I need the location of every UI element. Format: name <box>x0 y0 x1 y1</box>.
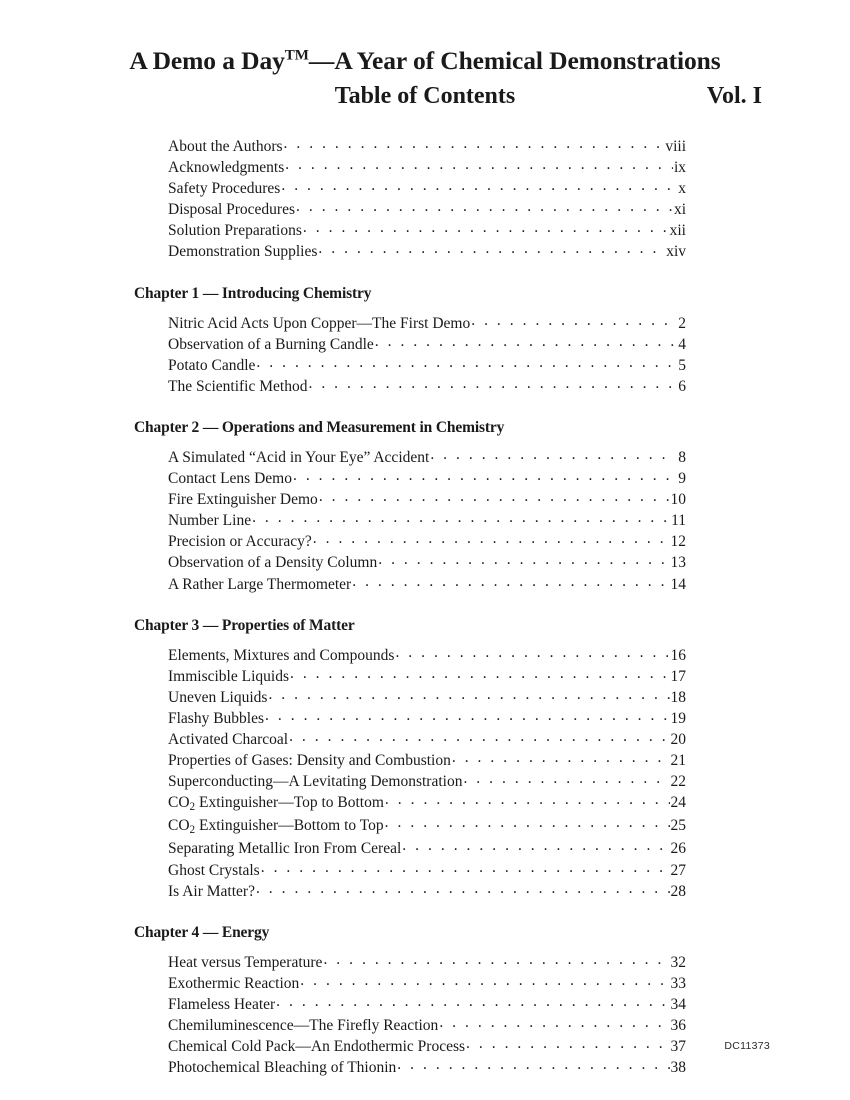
dot-leader <box>385 812 670 833</box>
chapter-group <box>134 419 686 595</box>
dot-leader <box>290 663 670 684</box>
formula-base: CO <box>168 794 190 812</box>
front-matter-group <box>134 136 686 263</box>
toc-entry-title: Solution Preparations <box>168 222 302 240</box>
toc-entry-title: Superconducting—A Levitating Demonstration <box>168 773 463 791</box>
title-main-after-tm: —A Year of Chemical Demonstrations <box>308 46 721 75</box>
toc-entry[interactable] <box>134 881 686 902</box>
toc-entry-title: Activated Charcoal <box>168 730 289 748</box>
front-matter-entries <box>134 136 686 263</box>
toc-entry-title: Uneven Liquids <box>168 688 268 706</box>
toc-entry-page-number: 10 <box>670 491 686 509</box>
toc-entry-title: A Simulated “Acid in Your Eye” Accident <box>168 448 430 466</box>
toc-entry-title: Chemiluminescence—The Firefly Reaction <box>168 1017 439 1034</box>
toc-entry-title: Properties of Gases: Density and Combustion <box>168 752 451 770</box>
chapter-heading[interactable]: Chapter 2 — Operations and Measurement in Chemistry <box>134 418 505 436</box>
dot-leader <box>265 705 669 726</box>
dot-leader <box>289 726 669 747</box>
dot-leader <box>300 970 669 991</box>
toc-entry[interactable] <box>134 574 686 595</box>
toc-entry-title: Precision or Accuracy? <box>168 533 312 551</box>
toc-entry-title: About the Authors <box>168 138 283 155</box>
dot-leader <box>378 549 669 570</box>
toc-entry-title: Disposal Procedures <box>168 201 295 219</box>
page-subtitle: Table of Contents <box>334 83 516 110</box>
toc-entry-title: Elements, Mixtures and Compounds <box>168 646 395 664</box>
toc-entry-title: Flashy Bubbles <box>168 709 265 727</box>
dot-leader <box>281 175 675 196</box>
footer-product-code: DC11373 <box>724 1040 770 1052</box>
toc-entry-title: Photochemical Bleaching of Thionin <box>168 1059 397 1077</box>
toc-entry-page-number: 33 <box>670 974 686 992</box>
formula-base: CO <box>168 817 190 835</box>
toc-entry-page-number: 25 <box>670 817 686 835</box>
formula-subscript: 2 <box>189 801 196 814</box>
toc-entry-page-number: 34 <box>670 995 686 1013</box>
toc-entry-title: A Rather Large Thermometer <box>168 575 352 593</box>
dot-leader <box>397 1054 669 1075</box>
toc-entry-title: Number Line <box>168 512 252 530</box>
toc-entry-title: Demonstration Supplies <box>168 243 318 261</box>
toc-entry-page-number: 22 <box>670 773 686 791</box>
dot-leader <box>323 949 669 970</box>
toc-entry-title: Chemical Cold Pack—An Endothermic Process <box>168 1038 466 1056</box>
subtitle-row <box>0 83 850 113</box>
toc-entry-page-number: 27 <box>670 861 686 879</box>
toc-entry-page-number: 2 <box>678 314 686 332</box>
chapter-heading[interactable]: Chapter 4 — Energy <box>134 923 270 941</box>
toc-entry-title: Observation of a Burning Candle <box>168 335 374 353</box>
toc-entry-title: Nitric Acid Acts Upon Copper—The First Demo <box>168 314 471 332</box>
trademark-mark: TM <box>284 47 309 64</box>
dot-leader <box>471 310 675 331</box>
toc-entry-title: Fire Extinguisher Demo <box>168 491 318 509</box>
volume-label: Vol. I <box>706 83 762 110</box>
chapter-entries <box>134 645 686 902</box>
document-title <box>0 46 850 75</box>
toc-entry-page-number: 9 <box>678 470 686 488</box>
toc-entry-page-number: 5 <box>678 356 686 374</box>
toc-entry-page-number: 11 <box>671 512 686 530</box>
dot-leader <box>308 373 675 394</box>
toc-entry-page-number: x <box>678 180 686 198</box>
dot-leader <box>452 747 670 768</box>
toc-entry[interactable] <box>134 376 686 397</box>
toc-entry-title: Observation of a Density Column <box>168 554 378 572</box>
toc-entry-title: Heat versus Temperature <box>168 953 323 971</box>
toc-entry-page-number: 19 <box>670 709 686 727</box>
chapter-heading[interactable]: Chapter 3 — Properties of Matter <box>134 616 355 634</box>
toc-entry[interactable] <box>134 241 686 262</box>
toc-entry-title: Acknowledgments <box>168 159 285 177</box>
toc-entry-page-number: 28 <box>670 882 686 900</box>
dot-leader <box>463 768 669 789</box>
dot-leader <box>313 528 670 549</box>
dot-leader <box>352 571 669 592</box>
toc-entry-title <box>168 792 384 815</box>
toc-entry-page-number: 14 <box>670 575 686 593</box>
formula-rest: Extinguisher—Bottom to Top <box>195 817 384 835</box>
dot-leader <box>256 878 670 899</box>
toc-entry-page-number: 21 <box>670 752 686 770</box>
toc-entry-page-number: xiv <box>666 243 686 261</box>
dot-leader <box>385 789 670 810</box>
dot-leader <box>318 238 665 259</box>
dot-leader <box>252 507 670 528</box>
toc-entry-title: The Scientific Method <box>168 377 308 395</box>
toc-entry-page-number: 13 <box>670 554 686 572</box>
toc-entry[interactable] <box>134 1057 686 1078</box>
chapter-entries <box>134 952 686 1079</box>
toc-entry-title: Flameless Heater <box>168 995 276 1013</box>
toc-entry-page-number: 24 <box>670 794 686 812</box>
toc-entry-title <box>168 815 384 838</box>
chapter-group <box>134 924 686 1079</box>
formula-subscript: 2 <box>189 824 196 837</box>
table-of-contents <box>134 136 686 1100</box>
toc-entry-title: Contact Lens Demo <box>168 470 292 488</box>
toc-entry-title: Is Air Matter? <box>168 882 255 900</box>
toc-entry-page-number: 6 <box>678 377 686 395</box>
toc-entry-page-number: 4 <box>678 335 686 353</box>
toc-entry-page-number: viii <box>665 138 686 155</box>
title-block <box>0 46 850 113</box>
toc-entry-page-number: 17 <box>670 667 686 685</box>
dot-leader <box>439 1012 669 1033</box>
toc-entry-page-number: 20 <box>670 730 686 748</box>
toc-entry-title: Potato Candle <box>168 356 256 374</box>
dot-leader <box>276 991 669 1012</box>
chapter-group <box>134 617 686 902</box>
toc-entry-page-number: 26 <box>670 840 686 858</box>
dot-leader <box>285 154 673 175</box>
formula-rest: Extinguisher—Top to Bottom <box>195 794 384 812</box>
dot-leader <box>261 857 670 878</box>
toc-entry-title: Separating Metallic Iron From Cereal <box>168 840 402 858</box>
dot-leader <box>284 133 665 154</box>
toc-entry-page-number: xii <box>669 222 686 240</box>
chapter-entries <box>134 447 686 595</box>
toc-entry-title: Ghost Crystals <box>168 861 260 879</box>
dot-leader <box>466 1033 669 1054</box>
toc-entry-page-number: 16 <box>670 646 686 664</box>
toc-entry-title: Exothermic Reaction <box>168 974 300 992</box>
chapter-group <box>134 285 686 397</box>
toc-entry-page-number: 12 <box>670 533 686 551</box>
dot-leader <box>296 196 673 217</box>
toc-entry-title: Safety Procedures <box>168 180 281 198</box>
chapter-entries <box>134 313 686 397</box>
dot-leader <box>395 642 669 663</box>
dot-leader <box>256 352 675 373</box>
toc-entry-page-number: 36 <box>670 1017 686 1034</box>
toc-entry-page-number: 32 <box>670 953 686 971</box>
toc-entry-page-number: 38 <box>670 1059 686 1077</box>
dot-leader <box>402 835 669 856</box>
title-main-before-tm: A Demo a Day <box>129 46 285 75</box>
toc-entry-page-number: xi <box>673 201 686 219</box>
chapter-heading[interactable]: Chapter 1 — Introducing Chemistry <box>134 284 372 302</box>
dot-leader <box>319 486 670 507</box>
toc-entry-title: Immiscible Liquids <box>168 667 289 685</box>
dot-leader <box>430 444 675 465</box>
toc-entry-page-number: 8 <box>678 448 686 466</box>
dot-leader <box>375 331 675 352</box>
chapters-container <box>134 285 686 1079</box>
toc-entry-page-number: 37 <box>670 1038 686 1056</box>
dot-leader <box>268 684 669 705</box>
dot-leader <box>303 217 669 238</box>
toc-entry-page-number: ix <box>673 159 686 177</box>
dot-leader <box>293 465 675 486</box>
toc-entry-page-number: 18 <box>670 688 686 706</box>
